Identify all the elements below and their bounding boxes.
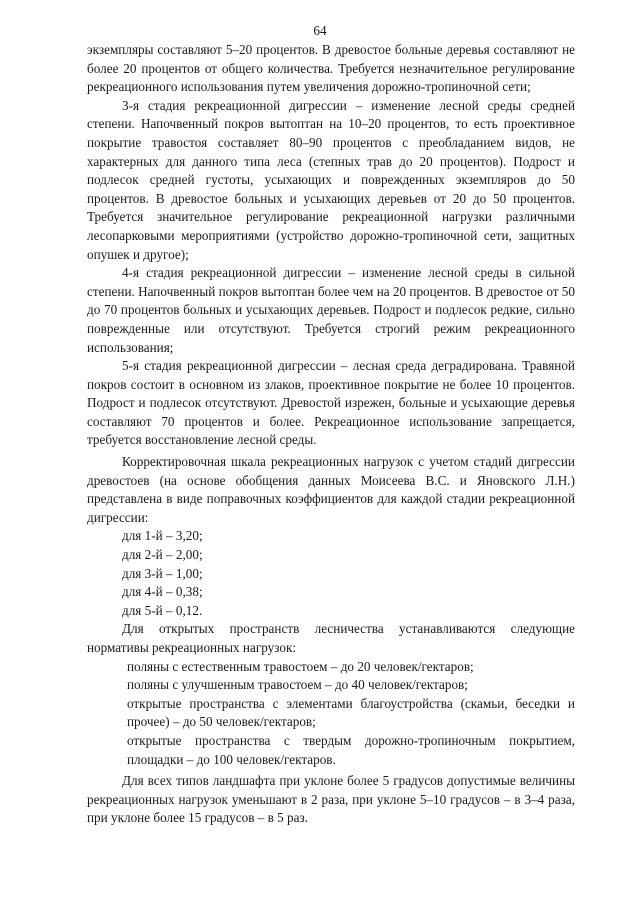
page-number: 64 [313, 23, 327, 38]
list-item: для 1-й – 3,20; [122, 528, 203, 544]
document-body [87, 41, 575, 828]
paragraph-stage-4: 4-я стадия рекреационной дигрессии – изменение лесной среды в сильной степени. Напочвенный покров вытоптан более чем на 20 процентов. В древостое от 50 до 70 процентов больных и усыхающих деревьев. Подрост и подлесок редкие, сильно поврежденные или отсутствуют. Требуется строгий режим рекреационного использования; [87, 265, 575, 355]
list-item: открытые пространства с элементами благоустройства (скамьи, беседки и прочее) – до 50 человек/гектаров; [127, 695, 575, 730]
coefficient-list [87, 527, 575, 620]
list-item: для 2-й – 2,00; [122, 547, 203, 563]
list-item: для 4-й – 0,38; [122, 584, 203, 600]
paragraph-stage-2-end: экземпляры составляют 5–20 процентов. В древостое больные деревья составляют не более 20 процентов от общего количества. Требуется незначительное регулирование рекреационного использования путем увеличения дорожно-тропиночной сети; [87, 42, 575, 95]
paragraph-correction-scale: Корректировочная шкала рекреационных нагрузок с учетом стадий дигрессии древостоев (на основе обобщения данных Моисеева В.С. и Яновского Л.Н.) представлена в виде поправочных коэффициентов для каждой стадии рекреационной дигрессии: [87, 454, 575, 525]
norms-list [87, 658, 575, 770]
paragraph-norms-intro: Для открытых пространств лесничества устанавливаются следующие нормативы рекреационных нагрузок: [87, 621, 575, 655]
paragraph-stage-3: 3-я стадия рекреационной дигрессии – изменение лесной среды средней степени. Напочвенный покров вытоптан на 10–20 процентов, то есть проективное покрытие травостоя составляет 80–90 процентов с преобладанием видов, не характерных для данного типа леса (степных трав до 20 процентов). Подрост и подлесок средней густоты, усыхающих и поврежденных экземпляров до 50 процентов. В древостое больных и усыхающих деревьев от 20 до 50 процентов. Требуется значительное регулирование рекреационной нагрузки различными лесопарковыми мероприятиями (устройство дорожно-тропиночной сети, защитных опушек и другое); [87, 97, 575, 262]
paragraph-stage-5: 5-я стадия рекреационной дигрессии – лесная среда деградирована. Травяной покров состоит в основном из злаков, проективное покрытие не более 10 процентов. Подрост и подлесок отсутствуют. Древостой изрежен, больные и усыхающие деревья составляют 70 процентов и более. Рекреационное использование запрещается, требуется восстановление лесной среды. [87, 358, 575, 448]
list-item: открытые пространства с твердым дорожно-тропиночным покрытием, площадки – до 100 человек/гектаров. [127, 732, 575, 767]
paragraph-slope: Для всех типов ландшафта при уклоне более 5 градусов допустимые величины рекреационных нагрузок уменьшают в 2 раза, при уклоне 5–10 градусов – в 3–4 раза, при уклоне более 15 градусов – в 5 раз. [87, 773, 575, 826]
list-item: для 3-й – 1,00; [122, 565, 203, 581]
list-item: поляны с улучшенным травостоем – до 40 человек/гектаров; [127, 677, 468, 693]
list-item: поляны с естественным травостоем – до 20 человек/гектаров; [127, 658, 474, 674]
list-item: для 5-й – 0,12. [122, 602, 203, 618]
